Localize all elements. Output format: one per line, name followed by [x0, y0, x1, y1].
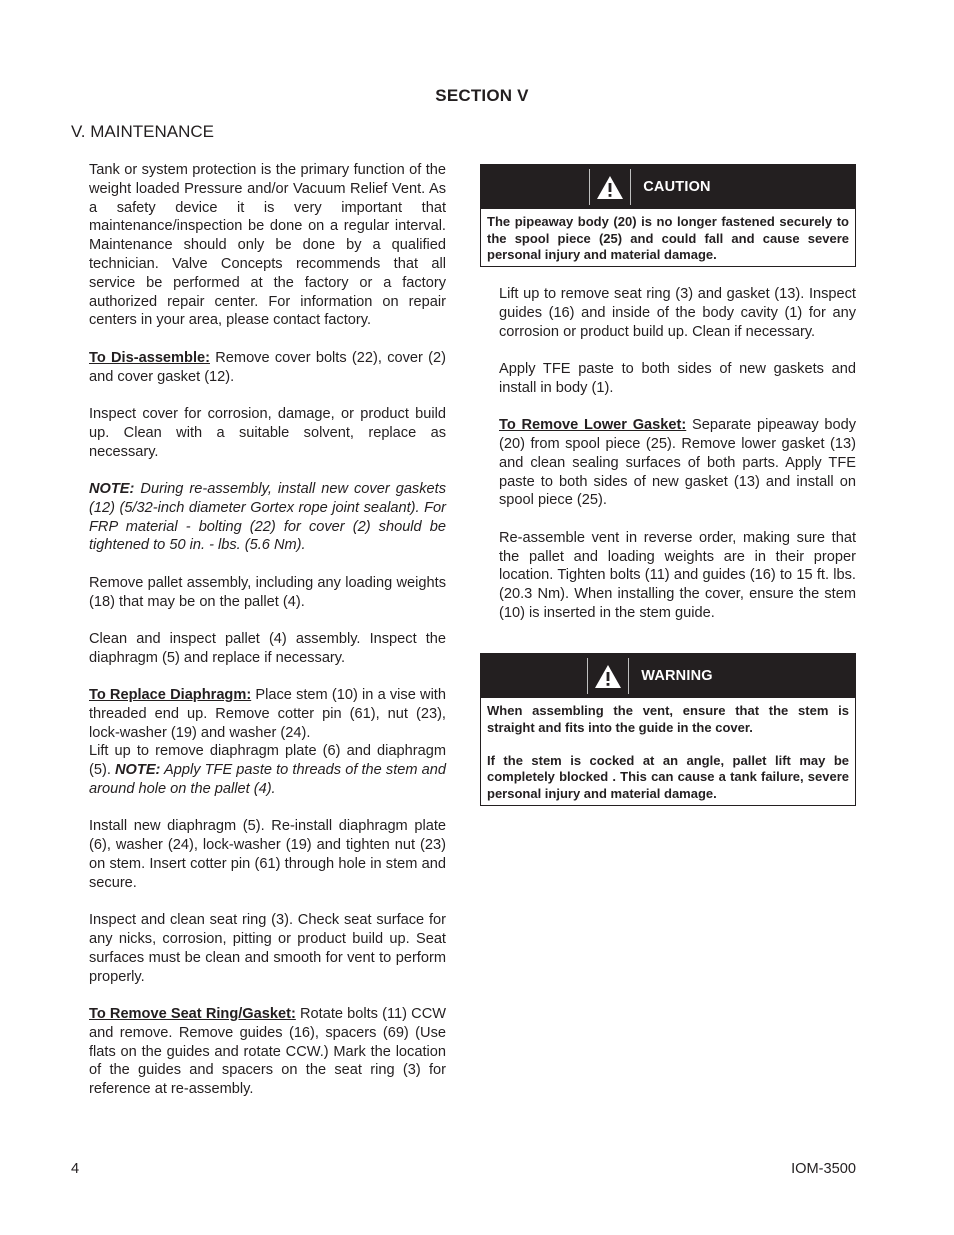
- caution-box: [480, 164, 856, 267]
- caution-header: [481, 165, 855, 209]
- warning-triangle-icon: [594, 654, 622, 698]
- remove-lower-gasket-lead: To Remove Lower Gasket:: [499, 417, 687, 434]
- remove-lower-gasket-text: Separate pipeaway body (20) from spool piece (25). Remove lower gasket (13) and clean sealing surfaces of both parts. Apply TFE paste to both sides of new gasket (13) and install on spool piece (25).: [499, 417, 856, 509]
- diaphragm-plate-paragraph: [89, 742, 446, 798]
- warning-body: [481, 698, 855, 806]
- maintenance-heading: V. MAINTENANCE: [71, 122, 214, 141]
- warning-text-1: When assembling the vent, ensure that the stem is straight and fits into the guide in the cover.: [487, 703, 849, 735]
- disassemble-lead: To Dis-assemble:: [89, 349, 210, 366]
- replace-diaphragm-lead: To Replace Diaphragm:: [89, 687, 252, 704]
- note-tfe-text: Apply TFE paste to threads of the stem and around hole on the pallet (4).: [89, 762, 446, 798]
- lift-seat-ring-paragraph: Lift up to remove seat ring (3) and gasket (13). Inspect guides (16) and inside of the body cavity (1) for any corrosion or product build up. Clean if necessary.: [499, 286, 856, 340]
- inspect-pallet-paragraph: Clean and inspect pallet (4) assembly. Inspect the diaphragm (5) and replace if necessary.: [89, 630, 446, 666]
- intro-paragraph: Tank or system protection is the primary function of the weight loaded Pressure and/or Vacuum Relief Vent. As a safety device it is very important that maintenance/inspection be done on a regular interval. Maintenance should only be done by a qualified technician. Valve Concepts recommends that all service be performed at the factory or a factory authorized repair center. For information on repair centers in your area, please contact factory.: [89, 162, 446, 329]
- remove-seat-ring-lead: To Remove Seat Ring/Gasket:: [89, 1006, 296, 1023]
- document-id: IOM-3500: [791, 1161, 856, 1177]
- page-number: 4: [71, 1161, 80, 1177]
- reassemble-paragraph: Re-assemble vent in reverse order, making sure that the pallet and loading weights are in their proper location. Tighten bolts (11) and guides (16) to 15 ft. lbs. (20.3 Nm). When installing the cover, ensure the stem (10) is inserted in the stem guide.: [499, 529, 856, 621]
- note-label: NOTE:: [89, 480, 135, 497]
- caution-text: The pipeaway body (20) is no longer fastened securely to the spool piece (25) and could fall and cause severe personal injury and material damage.: [487, 214, 849, 263]
- warning-header: [481, 654, 855, 698]
- diaphragm-plate-text: Lift up to remove diaphragm plate (6) and diaphragm (5).: [89, 743, 446, 779]
- apply-tfe-paragraph: Apply TFE paste to both sides of new gaskets and install in body (1).: [499, 360, 856, 396]
- left-column: [89, 161, 446, 1118]
- remove-lower-gasket-paragraph: [499, 416, 856, 510]
- note-gaskets-paragraph: [89, 480, 446, 555]
- caution-title: CAUTION: [643, 179, 711, 195]
- section-title: SECTION V: [435, 86, 529, 105]
- warning-box: [480, 653, 856, 806]
- caution-body: [481, 209, 855, 268]
- warning-triangle-icon: [596, 165, 624, 209]
- disassemble-paragraph: [89, 349, 446, 387]
- disassemble-text: Remove cover bolts (22), cover (2) and cover gasket (12).: [89, 349, 446, 385]
- note-label-2: NOTE:: [115, 762, 161, 779]
- warning-text-2: If the stem is cocked at an angle, pallet lift may be completely blocked . This can cause a tank failure, severe personal injury and material damage.: [487, 752, 849, 801]
- replace-diaphragm-paragraph: [89, 686, 446, 742]
- note-gaskets-text: During re-assembly, install new cover gaskets (12) (5/32-inch diameter Gortex rope joint sealant). For FRP material - bolting (22) for cover (2) should be tightened to 50 in. - lbs. (5.6 Nm).: [89, 480, 446, 554]
- remove-seat-ring-text: Rotate bolts (11) CCW and remove. Remove guides (16), spacers (69) (Use flats on the guides and rotate CCW.) Mark the location of the guides and spacers on the seat ring (3) for reference at re-assembly.: [89, 1006, 447, 1098]
- remove-pallet-paragraph: Remove pallet assembly, including any loading weights (18) that may be on the pallet (4).: [89, 574, 446, 610]
- inspect-seat-paragraph: Inspect and clean seat ring (3). Check seat surface for any nicks, corrosion, pitting or product build up. Seat surfaces must be clean and smooth for vent to perform properly.: [89, 912, 446, 985]
- inspect-cover-paragraph: Inspect cover for corrosion, damage, or product build up. Clean with a suitable solvent, replace as necessary.: [89, 405, 446, 460]
- right-column: [499, 285, 856, 641]
- warning-title: WARNING: [641, 668, 713, 684]
- remove-seat-ring-paragraph: [89, 1005, 446, 1099]
- install-diaphragm-paragraph: Install new diaphragm (5). Re-install diaphragm plate (6), washer (24), lock-washer (19) and tighten nut (23) on stem. Insert cotter pin (61) through hole in stem and secure.: [89, 818, 446, 891]
- replace-diaphragm-text: Place stem (10) in a vise with threaded end up. Remove cotter pin (61), nut (23), lock-washer (19) and washer (24).: [89, 687, 446, 741]
